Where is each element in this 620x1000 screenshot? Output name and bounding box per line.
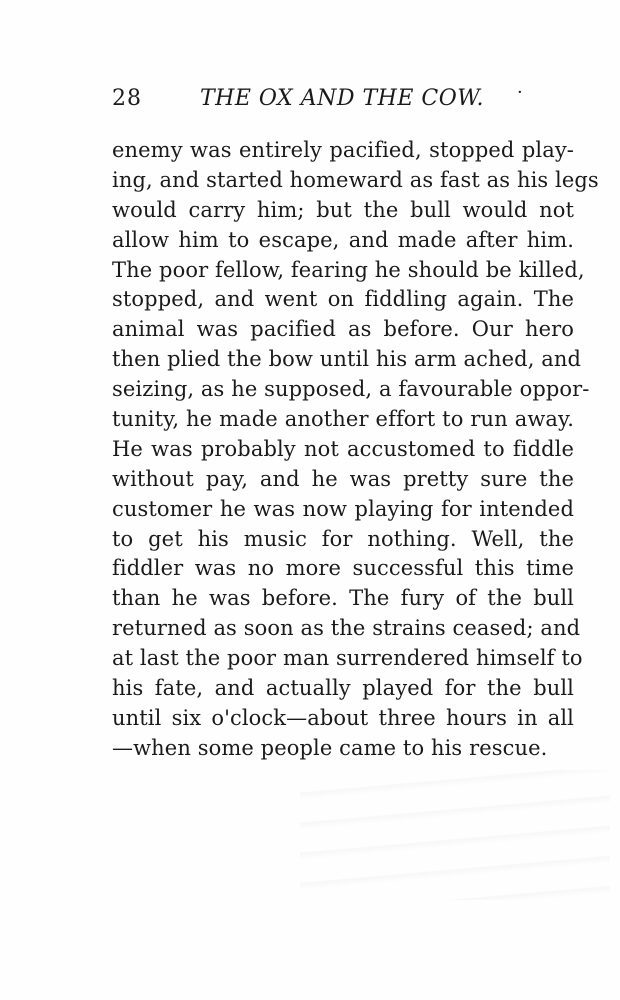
- show-through-shadow: [300, 770, 610, 900]
- text-line: at last the poor man surrendered himself to: [112, 646, 583, 671]
- text-line: enemy was entirely pacified, stopped play-: [112, 138, 574, 162]
- text-line: fiddler was no more successful this time: [112, 556, 574, 581]
- text-line: without pay, and he was pretty sure the: [112, 466, 574, 491]
- text-line: returned as soon as the strains ceased; and: [112, 616, 581, 641]
- text-line: to get his music for nothing. Well, the: [112, 526, 574, 551]
- running-title: THE OX AND THE COW.: [200, 86, 485, 111]
- text-line: then plied the bow until his arm ached, and: [112, 347, 582, 372]
- page-number: 28: [112, 86, 142, 111]
- text-line: his fate, and actually played for the bull: [112, 676, 574, 701]
- text-line: customer he was now playing for intended: [112, 496, 574, 521]
- text-line: animal was pacified as before. Our hero: [112, 317, 574, 342]
- text-line: stopped, and went on fiddling again. The: [112, 287, 574, 312]
- text-line: until six o'clock—about three hours in all: [112, 705, 574, 730]
- text-line: The poor fellow, fearing he should be killed,: [112, 257, 585, 282]
- text-line: than he was before. The fury of the bull: [112, 586, 574, 611]
- header-mark: ·: [517, 82, 523, 103]
- text-line: ing, and started homeward as fast as his legs: [112, 167, 599, 192]
- text-line: seizing, as he supposed, a favourable oppor-: [112, 377, 590, 402]
- text-line: —when some people came to his rescue.: [112, 735, 548, 760]
- page-header: [112, 82, 542, 120]
- text-line: would carry him; but the bull would not: [112, 197, 574, 222]
- text-line: He was probably not accustomed to fiddle: [112, 436, 574, 461]
- text-line: allow him to escape, and made after him.: [112, 227, 574, 252]
- body-text: [112, 136, 599, 764]
- text-line: tunity, he made another effort to run away.: [112, 407, 574, 432]
